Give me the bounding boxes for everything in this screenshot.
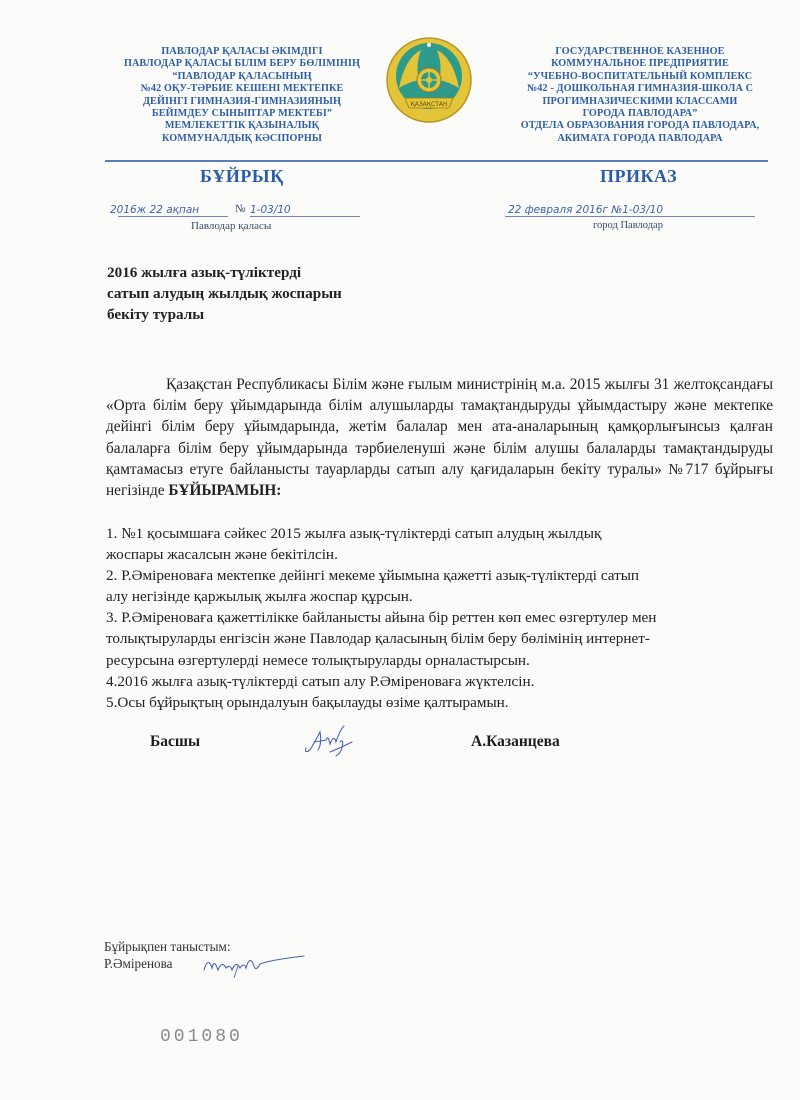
header-line: “УЧЕБНО-ВОСПИТАТЕЛЬНЫЙ КОМПЛЕКС xyxy=(527,70,753,82)
doc-type-russian: ПРИКАЗ xyxy=(600,166,678,186)
signature-mark-icon xyxy=(300,722,370,758)
item-line: ресурсына өзгертулерді немесе толықтыруларды орналастырсын. xyxy=(106,651,530,669)
header-line: ДЕЙІНГІ ГИМНАЗИЯ-ГИМНАЗИЯНЫҢ xyxy=(142,95,342,107)
order-date-russian: 22 февраля 2016г №1-03/10 xyxy=(508,204,664,216)
header-line: АКИМАТА ГОРОДА ПАВЛОДАРА xyxy=(557,132,723,144)
ack-name: Р.Әміренова xyxy=(104,956,173,971)
order-items xyxy=(106,523,786,713)
header-line: ГОСУДАРСТВЕННОЕ КАЗЕННОЕ xyxy=(555,46,725,57)
item-line: 2. Р.Әміреноваға мектепке дейінгі мекеме ұйымына қажетті азық-түліктерді сатып xyxy=(106,567,640,585)
ack-label: Бұйрықпен таныстым: xyxy=(104,939,231,954)
title-line: 2016 жылға азық-түліктерді xyxy=(107,264,302,281)
signatory-name: А.Казанцева xyxy=(471,733,560,750)
item-line: 3. Р.Әміреноваға қажеттілікке байланысты айына бір реттен көп емес өзгертулер мен xyxy=(106,609,657,627)
header-line: КОММУНАЛЬНОЕ ПРЕДПРИЯТИЕ xyxy=(551,58,729,70)
state-emblem-icon xyxy=(385,36,473,124)
header-line: ГОРОДА ПАВЛОДАРА” xyxy=(582,108,698,120)
header-line: МЕМЛЕКЕТТІК ҚАЗЫНАЛЫҚ xyxy=(164,120,320,132)
title-line: бекіту туралы xyxy=(107,306,205,323)
number-sign: № xyxy=(235,203,246,215)
item-line: 5.Осы бұйрықтың орындалуын бақылауды өзіме қалтырамын. xyxy=(106,693,509,711)
header-line: №42 - ДОШКОЛЬНАЯ ГИМНАЗИЯ-ШКОЛА С xyxy=(526,83,754,95)
preamble-text: Қазақстан Республикасы Білім және ғылым министрінің м.а. 2015 жылғы 31 желтоқсандағы «Орта білім беру ұйымдарында білім алушыларды тамақтандыруды ұйымдастыру және мектепке дейінгі білім беру ұйымдарында, жетім балалар мен ата-аналарының қамқорлығынсыз қалған балаларға білім беру ұйымдарында тәрбиеленуші және білім алушы балаларды тамақтандыруды қамтамасыз етуге байланысты тауарларды сатып алу қағидаларын бекіту туралы» №717 бұйрығы негізінде xyxy=(106,376,773,500)
document-title xyxy=(107,262,342,325)
order-word: БҰЙЫРАМЫН: xyxy=(168,482,282,500)
svg-text:ҚАЗАҚСТАН: ҚАЗАҚСТАН xyxy=(410,101,448,108)
date-underline xyxy=(118,216,228,217)
header-line: БЕЙІМДЕУ СЫНЫПТАР МЕКТЕБІ” xyxy=(151,108,333,120)
signatory-role: Басшы xyxy=(150,733,201,750)
header-line: ПАВЛОДАР ҚАЛАСЫ БІЛІМ БЕРУ БӨЛІМІНІҢ xyxy=(123,58,361,70)
header-line: КОММУНАЛДЫҚ КӘСІПОРНЫ xyxy=(162,132,322,144)
item-line: алу негізінде қаржылық жылға жоспар құрсын. xyxy=(106,588,413,606)
order-date-kazakh: 2016ж 22 ақпан xyxy=(110,204,200,216)
place-russian: город Павлодар xyxy=(593,220,663,231)
header-line: ПАВЛОДАР ҚАЛАСЫ ӘКІМДІГІ xyxy=(161,46,323,57)
item-line: 1. №1 қосымшаға сәйкес 2015 жылға азық-түліктерді сатып алудың жылдық xyxy=(106,525,602,542)
item-line: жоспары жасалсын және бекітілсін. xyxy=(106,546,338,564)
header-divider xyxy=(105,160,768,162)
place-kazakh: Павлодар қаласы xyxy=(191,220,272,232)
title-line: сатып алудың жылдық жоспарын xyxy=(107,285,342,302)
header-kazakh-org xyxy=(108,46,376,145)
header-line: №42 ОҚУ-ТӘРБИЕ КЕШЕНІ МЕКТЕПКЕ xyxy=(140,83,344,95)
date-underline-russian xyxy=(505,216,755,217)
header-russian-org xyxy=(495,46,785,145)
doc-type-kazakh: БҰЙРЫҚ xyxy=(200,166,284,186)
header-line: ОТДЕЛА ОБРАЗОВАНИЯ ГОРОДА ПАВЛОДАРА, xyxy=(520,120,760,132)
header-line: “ПАВЛОДАР ҚАЛАСЫНЫҢ xyxy=(172,70,312,82)
order-number-kazakh: 1-03/10 xyxy=(250,204,291,216)
item-line: 4.2016 жылға азық-түліктерді сатып алу Р.Әміреноваға жүктелсін. xyxy=(106,672,535,690)
header-line: ПРОГИМНАЗИЧЕСКИМИ КЛАССАМИ xyxy=(542,95,738,107)
serial-number: 001080 xyxy=(160,1027,243,1047)
number-underline xyxy=(250,216,360,217)
preamble xyxy=(106,374,773,501)
ack-signature-icon xyxy=(200,950,310,978)
item-line: толықтыруларды енгізсін және Павлодар қаласының білім беру бөлімінің интернет- xyxy=(106,630,650,648)
